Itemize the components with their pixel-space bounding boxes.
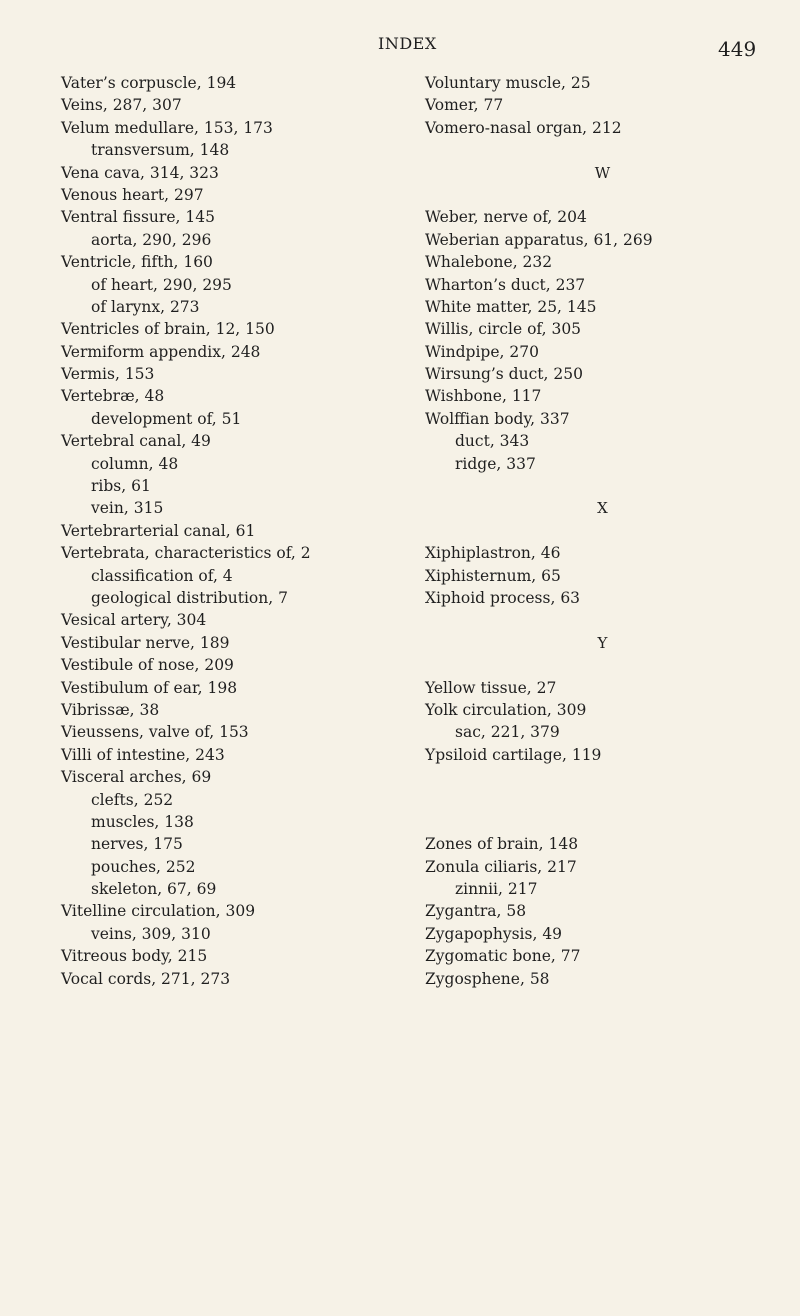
section-letter-heading: X	[597, 499, 608, 518]
index-entry: Ventricle, fifth, 160	[61, 253, 213, 272]
index-entry: Yolk circulation, 309	[425, 700, 587, 719]
index-entry: Xiphiplastron, 46	[425, 544, 561, 563]
section-letter-heading: Y	[597, 633, 608, 652]
index-entry: Xiphoid process, 63	[425, 588, 581, 607]
index-entry: Vestibulum of ear, 198	[61, 678, 238, 697]
index-entry: Zonula ciliaris, 217	[425, 857, 577, 876]
index-entry: Wishbone, 117	[425, 387, 542, 406]
index-subentry: muscles, 138	[91, 812, 194, 831]
index-entry: Visceral arches, 69	[61, 768, 212, 787]
index-entry: Velum medullare, 153, 173	[61, 118, 273, 137]
index-entry: Wolffian body, 337	[425, 409, 570, 428]
index-subentry: of heart, 290, 295	[91, 275, 232, 294]
index-subentry: veins, 309, 310	[91, 924, 211, 943]
index-subentry: pouches, 252	[91, 857, 196, 876]
blank-line	[425, 184, 780, 206]
index-entry: Vitreous body, 215	[61, 947, 208, 966]
index-subentry: transversum, 148	[91, 141, 230, 160]
index-entry: Vomero-nasal organ, 212	[425, 118, 622, 137]
index-entry: Willis, circle of, 305	[425, 320, 582, 339]
index-subentry: development of, 51	[91, 409, 242, 428]
index-entry: Xiphisternum, 65	[425, 566, 561, 585]
index-entry: Vibrissæ, 38	[61, 700, 160, 719]
blank-line	[425, 475, 780, 497]
index-entry: Vena cava, 314, 323	[61, 163, 219, 182]
index-subentry: ribs, 61	[91, 477, 151, 496]
index-entry: Vestibule of nose, 209	[61, 656, 234, 675]
index-entry: Zygantra, 58	[425, 902, 527, 921]
index-entry: Vater’s corpuscle, 194	[61, 74, 237, 92]
index-entry: Zones of brain, 148	[425, 835, 579, 854]
index-entry: Zygapophysis, 49	[425, 924, 563, 943]
index-subentry: column, 48	[91, 454, 179, 473]
index-entry: Whalebone, 232	[425, 253, 553, 272]
index-entry: Vitelline circulation, 309	[61, 902, 256, 921]
blank-line	[425, 766, 780, 788]
blank-line	[425, 139, 780, 161]
page-header	[0, 34, 800, 61]
index-entry: Voluntary muscle, 25	[425, 74, 591, 92]
index-entry: Zygosphene, 58	[425, 969, 550, 988]
index-entry: Vestibular nerve, 189	[61, 633, 230, 652]
index-entry: Weberian apparatus, 61, 269	[425, 230, 653, 249]
blank-line	[425, 609, 780, 631]
index-subentry: sac, 221, 379	[455, 723, 560, 742]
index-entry: Vesical artery, 304	[61, 611, 207, 630]
index-subentry: ridge, 337	[455, 454, 536, 473]
index-subentry: zinnii, 217	[455, 880, 538, 899]
blank-line	[425, 520, 780, 542]
index-subentry: aorta, 290, 296	[91, 230, 212, 249]
blank-line	[425, 654, 780, 676]
index-entry: Venous heart, 297	[61, 185, 204, 204]
blank-line	[425, 811, 780, 833]
index-subentry: geological distribution, 7	[91, 588, 288, 607]
index-entry: Vertebral canal, 49	[61, 432, 211, 451]
index-subentry: duct, 343	[455, 432, 530, 451]
index-entry: Windpipe, 270	[425, 342, 539, 361]
index-entry: Ventral fissure, 145	[61, 208, 215, 227]
running-header-title: INDEX	[378, 34, 437, 53]
index-subentry: clefts, 252	[91, 790, 174, 809]
index-column-left	[61, 72, 391, 990]
index-subentry: vein, 315	[91, 499, 164, 518]
index-subentry: nerves, 175	[91, 835, 183, 854]
page-number: 449	[718, 37, 757, 61]
index-subentry: classification of, 4	[91, 566, 233, 585]
index-entry: Ventricles of brain, 12, 150	[61, 320, 275, 339]
index-entry: Yellow tissue, 27	[425, 678, 557, 697]
section-letter-heading: W	[594, 163, 611, 182]
index-entry: Vertebrarterial canal, 61	[61, 521, 256, 540]
blank-line	[425, 789, 780, 811]
index-entry: Zygomatic bone, 77	[425, 947, 581, 966]
index-subentry: skeleton, 67, 69	[91, 880, 217, 899]
index-entry: White matter, 25, 145	[425, 297, 597, 316]
index-entry: Vermis, 153	[61, 365, 155, 384]
index-entry: Vertebrata, characteristics of, 2	[61, 544, 311, 563]
index-entry: Veins, 287, 307	[61, 96, 182, 115]
index-entry: Vieussens, valve of, 153	[61, 723, 249, 742]
index-entry: Wirsung’s duct, 250	[425, 365, 583, 384]
index-entry: Vermiform appendix, 248	[61, 342, 261, 361]
index-column-right	[425, 72, 780, 990]
index-entry: Weber, nerve of, 204	[425, 208, 587, 227]
index-subentry: of larynx, 273	[91, 297, 200, 316]
index-entry: Vocal cords, 271, 273	[61, 969, 231, 988]
index-entry: Vomer, 77	[425, 96, 504, 115]
index-entry: Vertebræ, 48	[61, 387, 165, 406]
index-entry: Wharton’s duct, 237	[425, 275, 586, 294]
index-entry: Ypsiloid cartilage, 119	[425, 745, 602, 764]
index-entry: Villi of intestine, 243	[61, 745, 225, 764]
